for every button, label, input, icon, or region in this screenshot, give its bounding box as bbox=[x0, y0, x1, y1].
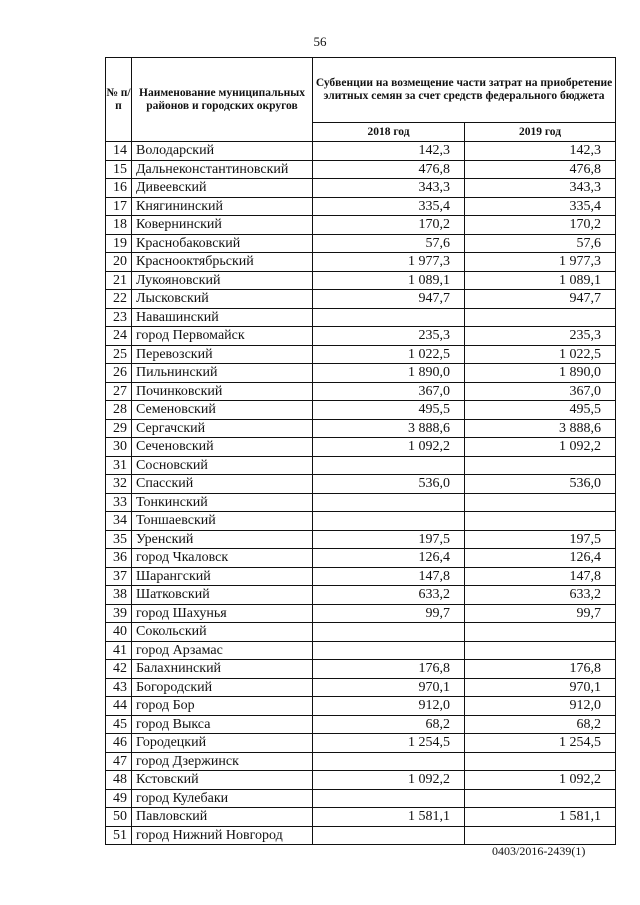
district-name: Сосновский bbox=[132, 456, 313, 475]
value-2019 bbox=[465, 456, 616, 475]
value-2018: 476,8 bbox=[313, 160, 465, 179]
value-2018: 970,1 bbox=[313, 678, 465, 697]
value-2018: 1 092,2 bbox=[313, 438, 465, 457]
value-2019: 1 581,1 bbox=[465, 808, 616, 827]
district-name: Починковский bbox=[132, 382, 313, 401]
row-number: 17 bbox=[106, 197, 132, 216]
value-2019: 197,5 bbox=[465, 530, 616, 549]
value-2019: 3 888,6 bbox=[465, 419, 616, 438]
table-row bbox=[106, 530, 616, 549]
value-2018 bbox=[313, 752, 465, 771]
district-name: Шарангский bbox=[132, 567, 313, 586]
table-row bbox=[106, 234, 616, 253]
row-number: 50 bbox=[106, 808, 132, 827]
district-name: Павловский bbox=[132, 808, 313, 827]
value-2018: 1 022,5 bbox=[313, 345, 465, 364]
row-number: 36 bbox=[106, 549, 132, 568]
value-2018: 176,8 bbox=[313, 660, 465, 679]
table-row bbox=[106, 401, 616, 420]
district-name: город Первомайск bbox=[132, 327, 313, 346]
value-2019 bbox=[465, 493, 616, 512]
row-number: 30 bbox=[106, 438, 132, 457]
value-2018: 1 089,1 bbox=[313, 271, 465, 290]
table-row bbox=[106, 660, 616, 679]
value-2018: 1 254,5 bbox=[313, 734, 465, 753]
value-2018: 1 977,3 bbox=[313, 253, 465, 272]
district-name: Лукояновский bbox=[132, 271, 313, 290]
row-number: 32 bbox=[106, 475, 132, 494]
table-row bbox=[106, 493, 616, 512]
value-2019: 633,2 bbox=[465, 586, 616, 605]
row-number: 26 bbox=[106, 364, 132, 383]
value-2019 bbox=[465, 512, 616, 531]
value-2019: 142,3 bbox=[465, 142, 616, 161]
value-2019: 176,8 bbox=[465, 660, 616, 679]
value-2019: 57,6 bbox=[465, 234, 616, 253]
table-row bbox=[106, 216, 616, 235]
district-name: Перевозский bbox=[132, 345, 313, 364]
value-2019 bbox=[465, 623, 616, 642]
table-row bbox=[106, 678, 616, 697]
value-2018 bbox=[313, 493, 465, 512]
row-number: 27 bbox=[106, 382, 132, 401]
value-2018: 912,0 bbox=[313, 697, 465, 716]
row-number: 40 bbox=[106, 623, 132, 642]
value-2018: 343,3 bbox=[313, 179, 465, 198]
table-row bbox=[106, 549, 616, 568]
table-row bbox=[106, 715, 616, 734]
district-name: Шатковский bbox=[132, 586, 313, 605]
district-name: Княгининский bbox=[132, 197, 313, 216]
row-number: 44 bbox=[106, 697, 132, 716]
row-number: 29 bbox=[106, 419, 132, 438]
table-row bbox=[106, 271, 616, 290]
value-2019: 1 089,1 bbox=[465, 271, 616, 290]
value-2019: 947,7 bbox=[465, 290, 616, 309]
table-row bbox=[106, 345, 616, 364]
value-2018: 197,5 bbox=[313, 530, 465, 549]
value-2018: 1 890,0 bbox=[313, 364, 465, 383]
district-name: Городецкий bbox=[132, 734, 313, 753]
value-2019 bbox=[465, 308, 616, 327]
district-name: город Нижний Новгород bbox=[132, 826, 313, 845]
row-number: 47 bbox=[106, 752, 132, 771]
table-row bbox=[106, 456, 616, 475]
table-row bbox=[106, 586, 616, 605]
row-number: 28 bbox=[106, 401, 132, 420]
value-2018: 1 092,2 bbox=[313, 771, 465, 790]
value-2018 bbox=[313, 512, 465, 531]
value-2019: 343,3 bbox=[465, 179, 616, 198]
table-row bbox=[106, 160, 616, 179]
value-2018 bbox=[313, 623, 465, 642]
value-2019: 536,0 bbox=[465, 475, 616, 494]
district-name: город Бор bbox=[132, 697, 313, 716]
table-row bbox=[106, 826, 616, 845]
row-number: 22 bbox=[106, 290, 132, 309]
table-row bbox=[106, 253, 616, 272]
table-row bbox=[106, 419, 616, 438]
value-2018: 126,4 bbox=[313, 549, 465, 568]
row-number: 23 bbox=[106, 308, 132, 327]
value-2018: 495,5 bbox=[313, 401, 465, 420]
value-2018: 147,8 bbox=[313, 567, 465, 586]
district-name: Богородский bbox=[132, 678, 313, 697]
row-number: 43 bbox=[106, 678, 132, 697]
row-number: 39 bbox=[106, 604, 132, 623]
table-row bbox=[106, 697, 616, 716]
district-name: Кстовский bbox=[132, 771, 313, 790]
district-name: Сергачский bbox=[132, 419, 313, 438]
table-row bbox=[106, 197, 616, 216]
row-number: 20 bbox=[106, 253, 132, 272]
value-2019: 170,2 bbox=[465, 216, 616, 235]
value-2019: 1 977,3 bbox=[465, 253, 616, 272]
district-name: город Шахунья bbox=[132, 604, 313, 623]
value-2018 bbox=[313, 308, 465, 327]
value-2018 bbox=[313, 456, 465, 475]
table-row bbox=[106, 308, 616, 327]
row-number: 51 bbox=[106, 826, 132, 845]
value-2018: 3 888,6 bbox=[313, 419, 465, 438]
value-2018: 68,2 bbox=[313, 715, 465, 734]
value-2018: 367,0 bbox=[313, 382, 465, 401]
row-number: 35 bbox=[106, 530, 132, 549]
district-name: Дальнеконстантиновский bbox=[132, 160, 313, 179]
table-row bbox=[106, 752, 616, 771]
table-row bbox=[106, 604, 616, 623]
value-2018: 633,2 bbox=[313, 586, 465, 605]
value-2018: 99,7 bbox=[313, 604, 465, 623]
document-code: 0403/2016-2439(1) bbox=[492, 844, 586, 858]
district-name: Сеченовский bbox=[132, 438, 313, 457]
value-2018: 536,0 bbox=[313, 475, 465, 494]
value-2018: 1 581,1 bbox=[313, 808, 465, 827]
header-2018: 2018 год bbox=[313, 123, 465, 142]
district-name: Лысковский bbox=[132, 290, 313, 309]
value-2018: 57,6 bbox=[313, 234, 465, 253]
value-2018 bbox=[313, 789, 465, 808]
row-number: 34 bbox=[106, 512, 132, 531]
district-name: Балахнинский bbox=[132, 660, 313, 679]
value-2019: 970,1 bbox=[465, 678, 616, 697]
district-name: город Арзамас bbox=[132, 641, 313, 660]
table-row bbox=[106, 623, 616, 642]
value-2019: 912,0 bbox=[465, 697, 616, 716]
row-number: 24 bbox=[106, 327, 132, 346]
value-2018: 170,2 bbox=[313, 216, 465, 235]
value-2019 bbox=[465, 826, 616, 845]
table-row bbox=[106, 179, 616, 198]
value-2019: 99,7 bbox=[465, 604, 616, 623]
value-2019: 1 092,2 bbox=[465, 771, 616, 790]
district-name: Ковернинский bbox=[132, 216, 313, 235]
value-2018: 335,4 bbox=[313, 197, 465, 216]
table-row bbox=[106, 567, 616, 586]
value-2019 bbox=[465, 641, 616, 660]
table-row bbox=[106, 808, 616, 827]
table-row bbox=[106, 512, 616, 531]
row-number: 45 bbox=[106, 715, 132, 734]
value-2019 bbox=[465, 752, 616, 771]
value-2018 bbox=[313, 826, 465, 845]
row-number: 33 bbox=[106, 493, 132, 512]
value-2019: 1 022,5 bbox=[465, 345, 616, 364]
table-row bbox=[106, 364, 616, 383]
district-name: город Дзержинск bbox=[132, 752, 313, 771]
row-number: 25 bbox=[106, 345, 132, 364]
row-number: 42 bbox=[106, 660, 132, 679]
header-2019: 2019 год bbox=[465, 123, 616, 142]
row-number: 18 bbox=[106, 216, 132, 235]
row-number: 49 bbox=[106, 789, 132, 808]
table-row bbox=[106, 327, 616, 346]
header-name: Наименование муниципальных районов и городских округов bbox=[132, 58, 313, 142]
row-number: 31 bbox=[106, 456, 132, 475]
district-name: город Кулебаки bbox=[132, 789, 313, 808]
value-2019: 1 092,2 bbox=[465, 438, 616, 457]
district-name: Краснооктябрьский bbox=[132, 253, 313, 272]
value-2019: 495,5 bbox=[465, 401, 616, 420]
header-num: № п/п bbox=[106, 58, 132, 142]
table-body bbox=[106, 142, 616, 845]
table-row bbox=[106, 475, 616, 494]
district-name: Пильнинский bbox=[132, 364, 313, 383]
district-name: Сокольский bbox=[132, 623, 313, 642]
table-row bbox=[106, 290, 616, 309]
district-name: Тонкинский bbox=[132, 493, 313, 512]
row-number: 21 bbox=[106, 271, 132, 290]
value-2018: 947,7 bbox=[313, 290, 465, 309]
value-2019: 1 254,5 bbox=[465, 734, 616, 753]
value-2018: 235,3 bbox=[313, 327, 465, 346]
row-number: 38 bbox=[106, 586, 132, 605]
district-name: Семеновский bbox=[132, 401, 313, 420]
district-name: Дивеевский bbox=[132, 179, 313, 198]
value-2019 bbox=[465, 789, 616, 808]
district-name: Навашинский bbox=[132, 308, 313, 327]
row-number: 41 bbox=[106, 641, 132, 660]
district-name: Тоншаевский bbox=[132, 512, 313, 531]
page-number: 56 bbox=[313, 34, 327, 49]
value-2019: 1 890,0 bbox=[465, 364, 616, 383]
row-number: 48 bbox=[106, 771, 132, 790]
table-row bbox=[106, 641, 616, 660]
table-row bbox=[106, 382, 616, 401]
district-name: город Выкса bbox=[132, 715, 313, 734]
value-2019: 476,8 bbox=[465, 160, 616, 179]
value-2018: 142,3 bbox=[313, 142, 465, 161]
subsidy-table bbox=[105, 57, 616, 845]
value-2019: 235,3 bbox=[465, 327, 616, 346]
value-2019: 147,8 bbox=[465, 567, 616, 586]
table-row bbox=[106, 771, 616, 790]
header-subsidy: Субвенции на возмещение части затрат на приобретение элитных семян за счет средств федерального бюджета bbox=[313, 58, 616, 123]
table-row bbox=[106, 789, 616, 808]
row-number: 16 bbox=[106, 179, 132, 198]
row-number: 14 bbox=[106, 142, 132, 161]
district-name: город Чкаловск bbox=[132, 549, 313, 568]
table-row bbox=[106, 142, 616, 161]
value-2019: 126,4 bbox=[465, 549, 616, 568]
value-2019: 335,4 bbox=[465, 197, 616, 216]
district-name: Краснобаковский bbox=[132, 234, 313, 253]
row-number: 37 bbox=[106, 567, 132, 586]
value-2019: 68,2 bbox=[465, 715, 616, 734]
row-number: 15 bbox=[106, 160, 132, 179]
table-row bbox=[106, 438, 616, 457]
district-name: Володарский bbox=[132, 142, 313, 161]
district-name: Спасский bbox=[132, 475, 313, 494]
district-name: Уренский bbox=[132, 530, 313, 549]
row-number: 19 bbox=[106, 234, 132, 253]
table-row bbox=[106, 734, 616, 753]
value-2018 bbox=[313, 641, 465, 660]
row-number: 46 bbox=[106, 734, 132, 753]
value-2019: 367,0 bbox=[465, 382, 616, 401]
